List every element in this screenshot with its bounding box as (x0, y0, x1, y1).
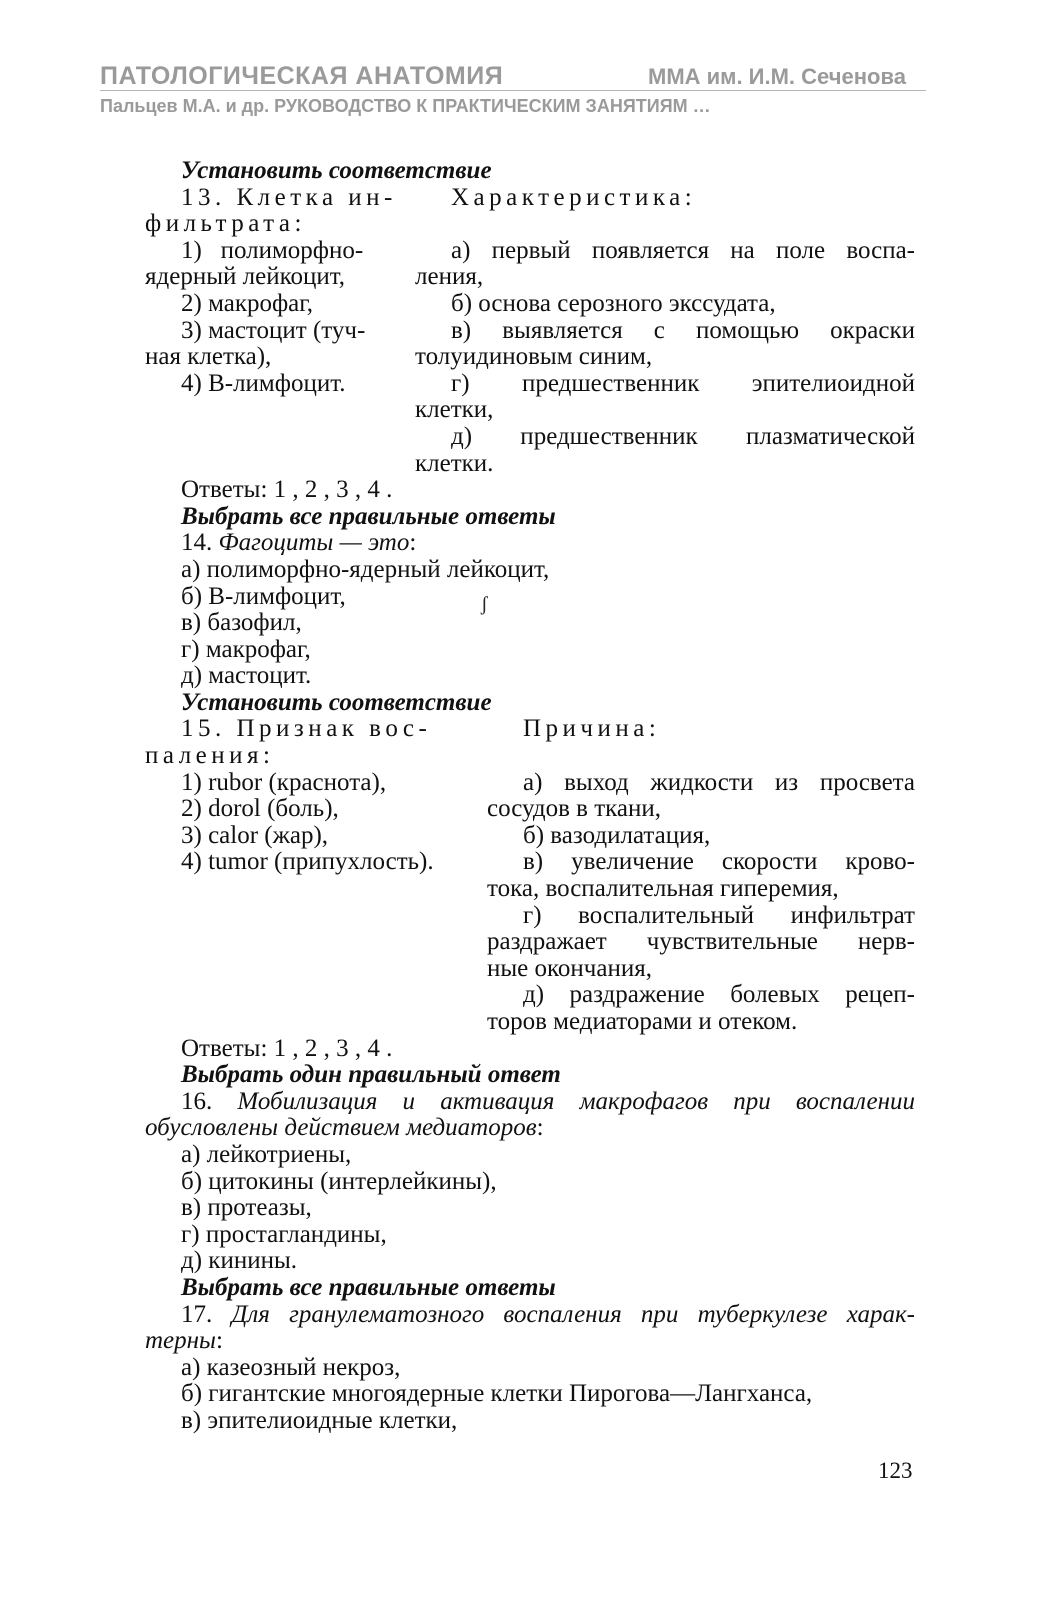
q16-instruction: Выбрать один правильный ответ (181, 1061, 561, 1089)
q15-answers: Ответы: 1 , 2 , 3 , 4 . (181, 1034, 393, 1062)
q15-cell: 3) calor (жар), (181, 821, 329, 849)
q14-question (145, 530, 915, 557)
q13-cell: 1) полиморфно- (181, 236, 364, 264)
q13-cell: в) выявляется с помощью окраски (451, 316, 915, 344)
q15-cell: 2) dorol (боль), (181, 795, 339, 823)
q15-matching-table (145, 716, 915, 1035)
q14-option: д) мастоцит. (181, 662, 312, 690)
q14-option: г) макрофаг, (181, 635, 311, 663)
q13-left-heading: 13. Клетка ин- (181, 183, 397, 211)
book-subtitle: Пальцев М.А. и др. РУКОВОДСТВО К ПРАКТИЧЕСКИМ ЗАНЯТИЯМ … (100, 96, 711, 116)
page-number: 123 (878, 1458, 913, 1483)
q13-cell: 3) мастоцит (туч- (181, 316, 366, 344)
q15-instruction: Установить соответствие (181, 688, 492, 716)
q13-answers: Ответы: 1 , 2 , 3 , 4 . (181, 476, 393, 504)
q16-question-line1 (145, 1089, 915, 1116)
q14-instruction: Выбрать все правильные ответы (181, 502, 556, 530)
q13-matching-table (145, 185, 915, 478)
q17-option: б) гигантские многоядерные клетки Пирогова—Лангханса, (181, 1380, 813, 1408)
q14-number: 14. (181, 529, 213, 557)
q13-cell: 4) В-лимфоцит. (181, 369, 346, 397)
q13-cell: клетки, (415, 396, 494, 424)
q16-colon: : (536, 1114, 544, 1142)
q16-option: а) лейкотриены, (181, 1140, 352, 1168)
q15-right-heading: Причина: (523, 715, 661, 743)
q17-number: 17. (181, 1300, 213, 1328)
q17-instruction: Выбрать все правильные ответы (181, 1273, 556, 1301)
q16-option: д) кинины. (181, 1247, 298, 1275)
institution-name: ММА им. И.М. Сеченова (648, 64, 906, 89)
q17-question-text: Для гранулематозного воспаления при туберкулезе харак- (231, 1300, 916, 1328)
q15-cell: торов медиаторами и отеком. (487, 1008, 798, 1035)
q15-left-heading-cont: паления: (145, 742, 275, 770)
q13-cell: а) первый появляется на поле воспа- (451, 236, 915, 264)
q16-number: 16. (181, 1087, 213, 1115)
q17-colon: : (215, 1327, 223, 1355)
q16-question-line2 (145, 1115, 915, 1142)
book-title: ПАТОЛОГИЧЕСКАЯ АНАТОМИЯ (100, 62, 504, 90)
q17-option: а) казеозный некроз, (181, 1353, 401, 1381)
q13-cell: г) предшественник эпителиоидной (451, 369, 915, 397)
q13-left-heading-cont: фильтрата: (145, 210, 306, 238)
page-content (145, 158, 915, 1435)
header-divider (100, 90, 926, 91)
q17-question-text-cont: терны (145, 1327, 216, 1355)
q13-cell: ядерный лейкоцит, (145, 263, 345, 291)
q17-question-line1 (145, 1302, 915, 1329)
q14-option: б) В-лимфоцит, (181, 582, 346, 610)
q15-left-heading: 15. Признак вос- (181, 715, 432, 743)
q16-question-text: Мобилизация и активация макрофагов при воспалении (237, 1087, 916, 1115)
q16-question-text-cont: обусловлены действием медиаторов (145, 1114, 537, 1142)
q17-question-line2 (145, 1328, 915, 1355)
q16-option: г) простагландины, (181, 1220, 387, 1248)
q15-cell: тока, воспалительная гиперемия, (487, 875, 839, 903)
q13-cell: ная клетка), (145, 343, 272, 371)
q15-cell: 1) rubor (краснота), (181, 768, 387, 796)
q15-cell: г) воспалительный инфильтрат (523, 901, 915, 929)
q15-cell: в) увеличение скорости крово- (523, 848, 915, 876)
q17-option: в) эпителиоидные клетки, (181, 1406, 458, 1434)
q13-cell: толуидиновым синим, (415, 343, 653, 371)
q14-question-text: Фагоциты — это (218, 529, 410, 557)
q13-right-heading: Характеристика: (451, 183, 697, 211)
q13-cell: клетки. (415, 449, 494, 477)
stray-pen-mark: ʃ (481, 593, 488, 615)
q15-cell: а) выход жидкости из просвета (523, 768, 915, 796)
q16-option: в) протеазы, (181, 1194, 312, 1222)
q13-cell: б) основа серозного экссудата, (451, 289, 776, 317)
q14-option: а) полиморфно-ядерный лейкоцит, (181, 555, 550, 583)
q15-cell: б) вазодилатация, (523, 821, 711, 849)
q13-cell: д) предшественник плазматической (451, 422, 915, 450)
q14-option: в) базофил, (181, 609, 302, 637)
q16-option: б) цитокины (интерлейкины), (181, 1167, 497, 1195)
q15-cell: раздражает чувствительные нерв- (487, 928, 915, 956)
q15-cell: д) раздражение болевых рецеп- (523, 981, 915, 1009)
q15-cell: ные окончания, (487, 954, 652, 982)
q15-cell: 4) tumor (припухлость). (181, 848, 434, 876)
q13-cell: 2) макрофаг, (181, 289, 313, 317)
q13-cell: ления, (415, 263, 484, 291)
q13-instruction: Установить соответствие (181, 157, 492, 184)
q14-colon: : (409, 529, 417, 557)
q15-cell: сосудов в ткани, (487, 795, 662, 823)
